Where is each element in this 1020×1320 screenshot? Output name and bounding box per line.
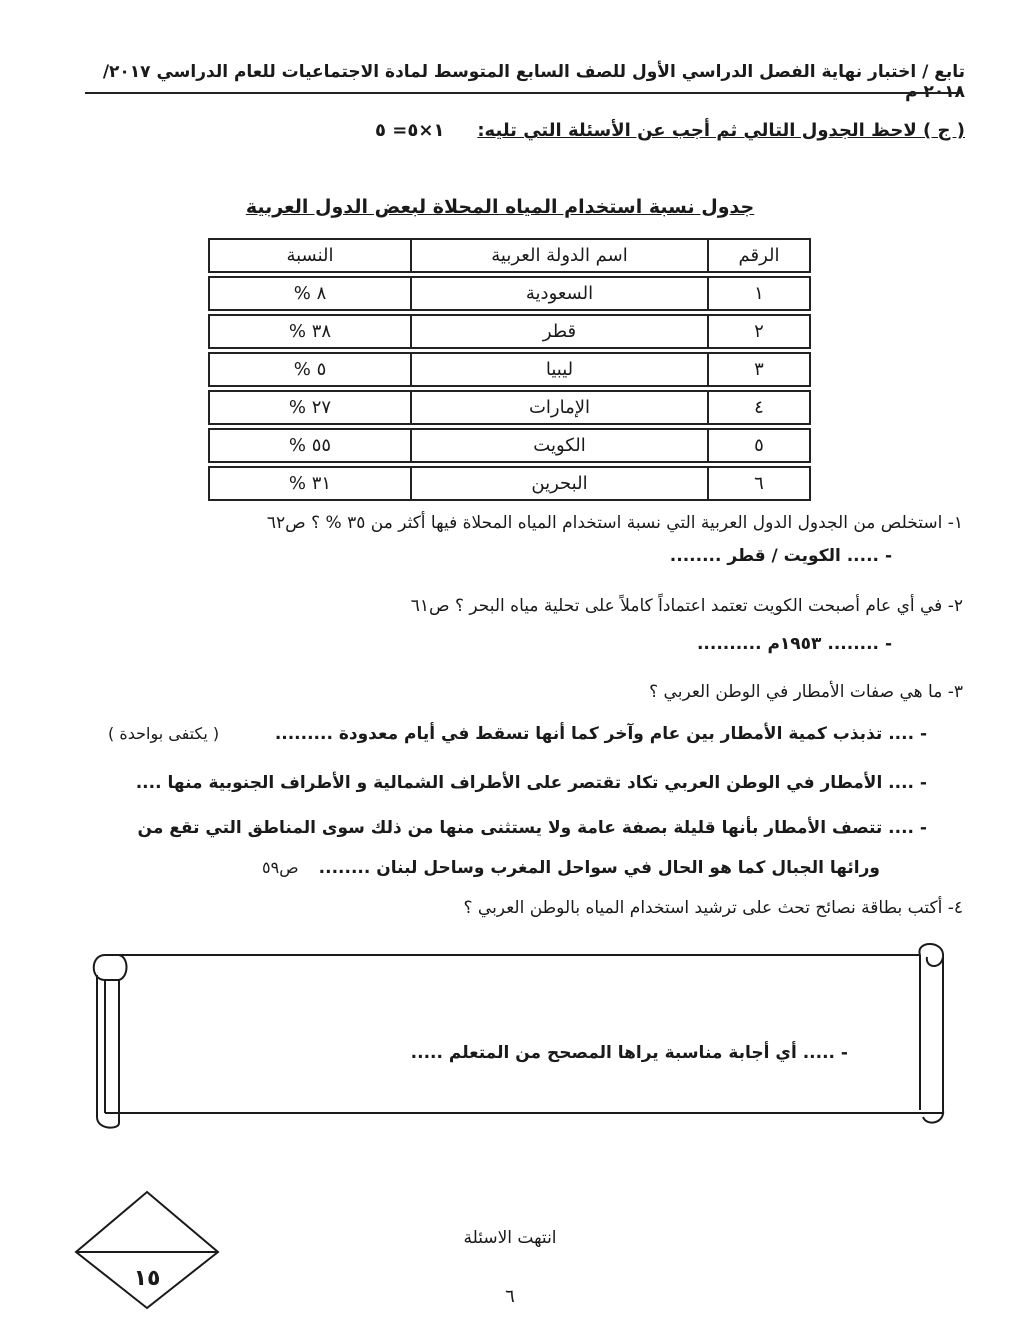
page-number: ٦ (505, 1286, 515, 1307)
row-country: الكويت (411, 429, 708, 462)
table-header-row (209, 239, 810, 272)
water-table (208, 238, 811, 501)
row-country: قطر (411, 315, 708, 348)
exam-header: تابع / اختبار نهاية الفصل الدراسي الأول للصف السابع المتوسط لمادة الاجتماعيات للعام الدراسي ٢٠١٧/ ٢٠١٨ م (102, 62, 965, 102)
total-score: ١٥ (133, 1266, 161, 1291)
answer-note: ( يكتفى بواحدة ) (108, 724, 220, 743)
answer-2: - ........ ١٩٥٣م .......... (696, 634, 892, 654)
row-num: ٤ (708, 391, 810, 424)
question-1: ١- استخلص من الجدول الدول العربية التي نسبة استخدام المياه المحلاة فيها أكثر من ٣٥ % ؟ ص٦٢ (266, 513, 963, 533)
row-pct: ٣٨ % (209, 315, 411, 348)
row-country: البحرين (411, 467, 708, 500)
section-title-text: ( ج ) لاحظ الجدول التالي ثم أجب عن الأسئلة التي تليه: (477, 120, 965, 141)
table-row (209, 429, 810, 462)
row-pct: ٣١ % (209, 467, 411, 500)
section-title (370, 120, 965, 141)
table-title: جدول نسبة استخدام المياه المحلاة لبعض الدول العربية (245, 196, 755, 218)
section-score: ١×٥= ٥ (375, 120, 445, 141)
scroll-frame-icon (85, 935, 955, 1130)
header-pct: النسبة (209, 239, 411, 272)
row-country: ليبيا (411, 353, 708, 386)
header-divider (85, 92, 963, 94)
answer-3-1-text: - .... تذبذب كمية الأمطار بين عام وآخر كما أنها تسقط في أيام معدودة ......... (274, 724, 927, 744)
row-num: ٣ (708, 353, 810, 386)
row-num: ١ (708, 277, 810, 310)
row-num: ٥ (708, 429, 810, 462)
scroll-answer: - ..... أي أجابة مناسبة يراها المصحح من المتعلم ..... (410, 1043, 848, 1063)
answer-3-2: - .... الأمطار في الوطن العربي تكاد تقتصر على الأطراف الشمالية و الأطراف الجنوبية منها .... (135, 773, 927, 793)
header-country: اسم الدولة العربية (411, 239, 708, 272)
row-num: ٦ (708, 467, 810, 500)
table-row (209, 467, 810, 500)
end-of-questions: انتهت الاسئلة (463, 1228, 557, 1248)
question-3: ٣- ما هي صفات الأمطار في الوطن العربي ؟ (649, 682, 963, 702)
table-row (209, 277, 810, 310)
row-country: الإمارات (411, 391, 708, 424)
table-row (209, 391, 810, 424)
answer-3-ref: ص٥٩ (262, 858, 299, 877)
question-4: ٤- أكتب بطاقة نصائح تحث على ترشيد استخدام المياه بالوطن العربي ؟ (463, 898, 963, 918)
answer-1: - ..... الكويت / قطر ........ (669, 546, 892, 566)
question-2: ٢- في أي عام أصبحت الكويت تعتمد اعتماداً كاملاً على تحلية مياه البحر ؟ ص٦١ (410, 596, 963, 616)
row-pct: ٥ % (209, 353, 411, 386)
row-pct: ٥٥ % (209, 429, 411, 462)
header-num: الرقم (708, 239, 810, 272)
answer-3-3-line1: - .... تتصف الأمطار بأنها قليلة بصفة عامة ولا يستثنى منها من ذلك سوى المناطق التي تقع من (137, 818, 927, 838)
row-pct: ٢٧ % (209, 391, 411, 424)
row-pct: ٨ % (209, 277, 411, 310)
answer-3-3-line2: ورائها الجبال كما هو الحال في سواحل المغرب وساحل لبنان ........ (318, 858, 880, 878)
row-country: السعودية (411, 277, 708, 310)
row-num: ٢ (708, 315, 810, 348)
table-row (209, 353, 810, 386)
score-diamond-icon (72, 1188, 222, 1310)
table-row (209, 315, 810, 348)
